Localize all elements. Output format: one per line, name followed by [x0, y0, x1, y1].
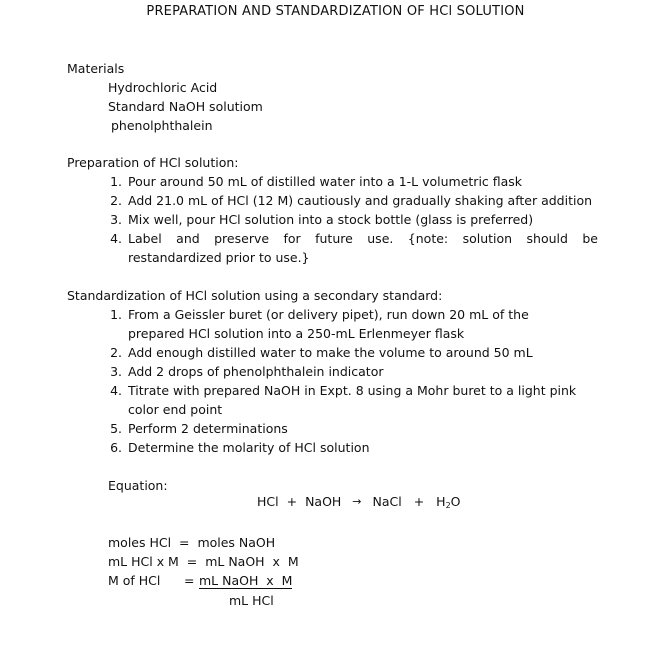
- step-number: 3.: [110, 364, 122, 379]
- formula-molarity-label: M of HCl: [108, 573, 161, 588]
- material-item: Hydrochloric Acid: [108, 80, 218, 95]
- standardization-step-continued: color end point: [128, 402, 223, 417]
- step-number: 1.: [110, 174, 122, 189]
- material-item: Standard NaOH solutiom: [108, 99, 263, 114]
- standardization-step: Add 2 drops of phenolphthalein indicator: [128, 364, 384, 379]
- step-number: 2.: [110, 193, 122, 208]
- equation-label: Equation:: [108, 478, 168, 493]
- plus-sign: +: [413, 494, 425, 509]
- step-number: 4.: [110, 231, 122, 246]
- standardization-step: Add enough distilled water to make the volume to around 50 mL: [128, 345, 533, 360]
- preparation-step-continued: restandardized prior to use.}: [128, 250, 310, 265]
- formula-numerator: mL NaOH x M: [199, 573, 293, 588]
- standardization-step: Perform 2 determinations: [128, 421, 288, 436]
- reactant-hcl: HCl: [257, 494, 279, 509]
- product-water: H2O: [436, 494, 461, 510]
- material-item: phenolphthalein: [111, 118, 213, 133]
- step-number: 3.: [110, 212, 122, 227]
- formula-moles: moles HCl = moles NaOH: [108, 535, 276, 550]
- step-number: 4.: [110, 383, 122, 398]
- materials-heading: Materials: [67, 61, 125, 76]
- product-nacl: NaCl: [372, 494, 402, 509]
- standardization-step: Determine the molarity of HCl solution: [128, 440, 370, 455]
- preparation-heading: Preparation of HCl solution:: [67, 155, 239, 170]
- standardization-step: Titrate with prepared NaOH in Expt. 8 using a Mohr buret to a light pink: [128, 383, 577, 398]
- reactant-naoh: NaOH: [305, 494, 342, 509]
- step-number: 2.: [110, 345, 122, 360]
- formula-equals: =: [184, 573, 195, 588]
- preparation-step: Pour around 50 mL of distilled water into a 1-L volumetric flask: [128, 174, 523, 189]
- standardization-step: From a Geissler buret (or delivery pipet), run down 20 mL of the: [128, 307, 529, 322]
- step-number: 6.: [110, 440, 122, 455]
- page-title: PREPARATION AND STANDARDIZATION OF HCl SOLUTION: [146, 4, 525, 19]
- chemical-equation: [257, 494, 461, 510]
- plus-sign: +: [286, 494, 298, 509]
- reaction-arrow-icon: →: [352, 495, 362, 508]
- step-number: 1.: [110, 307, 122, 322]
- standardization-step-continued: prepared HCl solution into a 250-mL Erlenmeyer flask: [128, 326, 465, 341]
- step-number: 5.: [110, 421, 122, 436]
- formula-denominator: mL HCl: [229, 593, 274, 608]
- standardization-heading: Standardization of HCl solution using a secondary standard:: [67, 288, 443, 303]
- preparation-step: Label and preserve for future use. {note: solution should be: [128, 231, 598, 246]
- preparation-step: Mix well, pour HCl solution into a stock bottle (glass is preferred): [128, 212, 534, 227]
- formula-volume-molarity: mL HCl x M = mL NaOH x M: [108, 554, 299, 569]
- preparation-step: Add 21.0 mL of HCl (12 M) cautiously and gradually shaking after addition: [128, 193, 593, 208]
